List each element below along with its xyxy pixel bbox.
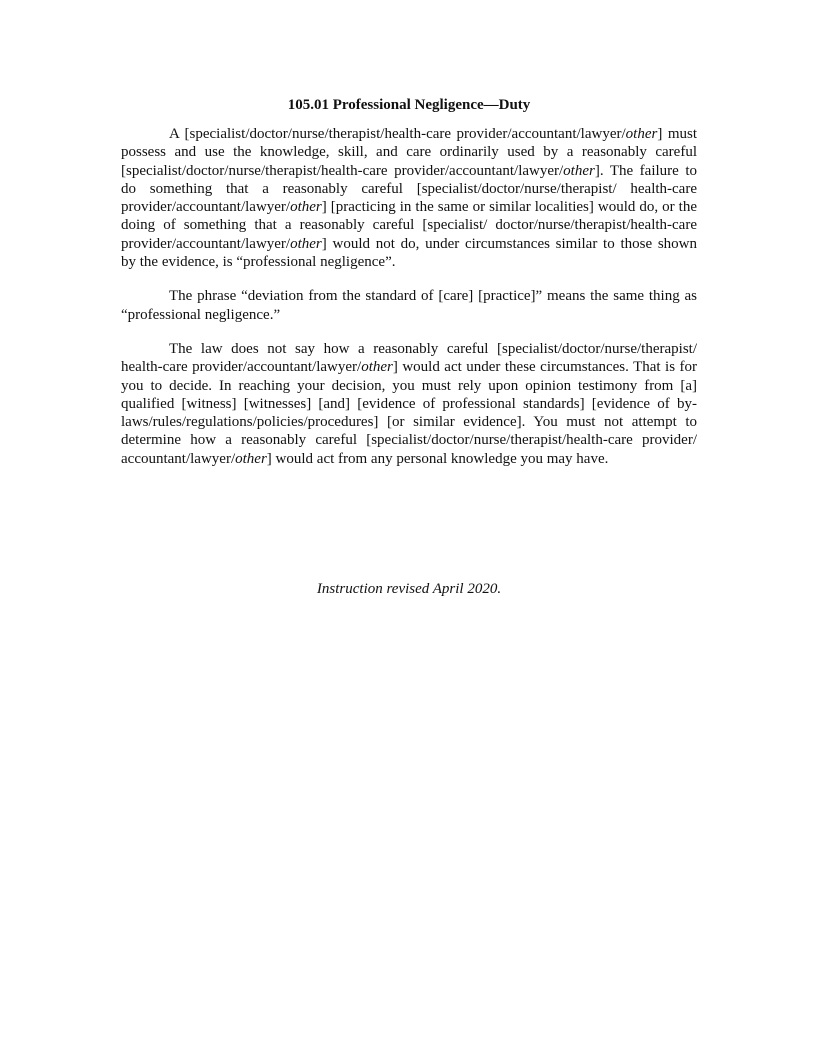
italic-term: other xyxy=(563,162,595,179)
document-page xyxy=(121,95,697,597)
paragraph-text: ] must possess and use the knowledge, skill, and care ordinarily used by a reasonably careful [specialist/doctor/nurse/therapist/health-care provider/accountant/lawyer/ xyxy=(121,126,697,179)
italic-term: other xyxy=(290,235,322,252)
paragraph-3 xyxy=(121,340,697,468)
paragraph-2 xyxy=(121,287,697,324)
paragraph-text: ] would act from any personal knowledge you may have. xyxy=(266,450,609,467)
paragraph-text: The phrase “deviation from the standard of [care] [practice]” means the same thing as “professional negligence.” xyxy=(121,288,697,323)
paragraph-text: ]. The failure to do something that a reasonably careful [specialist/doctor/nurse/therapist/ health-care provider/accountant/lawyer/ xyxy=(121,162,697,216)
italic-term: other xyxy=(235,450,267,467)
italic-term: other xyxy=(361,359,393,376)
paragraph-text: ] would not do, under circumstances similar to those shown by the evidence, is “professional negligence”. xyxy=(121,235,697,271)
italic-term: other xyxy=(625,126,658,142)
revision-note: Instruction revised April 2020. xyxy=(316,581,502,597)
paragraph-text: The law does not say how a reasonably careful [specialist/doctor/nurse/therapist/ health-care provider/accountant/lawyer/ xyxy=(121,340,697,376)
paragraph-text: ] [practicing in the same or similar localities] would do, or the doing of something that a reasonably careful [specialist/ doctor/nurse/therapist/health-care provider/accountant/lawyer/ xyxy=(121,199,697,252)
paragraph-1 xyxy=(121,125,697,271)
italic-term: other xyxy=(290,199,322,216)
document-title: 105.01 Professional Negligence—Duty xyxy=(287,97,531,113)
paragraph-text: A [specialist/doctor/nurse/therapist/health-care provider/accountant/lawyer/ xyxy=(169,126,626,142)
document-body xyxy=(121,125,697,468)
paragraph-text: ] would act under these circumstances. That is for you to decide. In reaching your decision, you must rely upon opinion testimony from [a] qualified [witness] [witnesses] [and] [evidence of professional standards] [evidence of by-laws/rules/regulations/policies/procedures] [or similar evidence]. You must not attempt to determine how a reasonably careful [specialist/doctor/nurse/therapist/health-care provider/ accountant/lawyer/ xyxy=(121,359,697,467)
